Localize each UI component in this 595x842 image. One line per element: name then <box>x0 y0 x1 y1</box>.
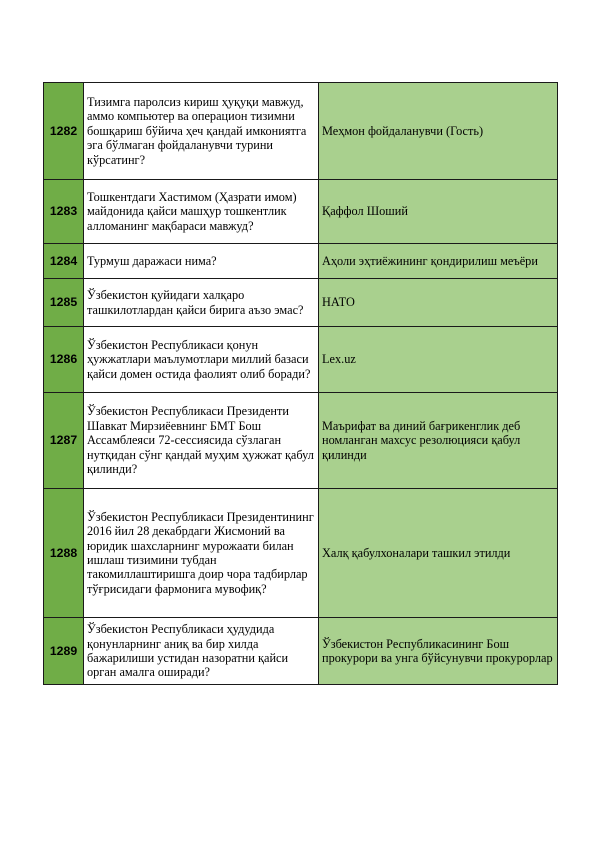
row-number: 1289 <box>44 618 84 685</box>
answer-cell <box>319 327 558 393</box>
answer-cell <box>319 180 558 244</box>
answer-cell <box>319 489 558 618</box>
question-cell: Ўзбекистон қуйидаги халқаро ташкилотлардан қайси бирига аъзо эмас? <box>84 279 319 327</box>
question-cell: Ўзбекистон Республикаси Президентининг 2016 йил 28 декабрдаги Жисмоний ва юридик шахсларнинг мурожаати билан ишлаш тизимини тубдан такомиллаштиришга доир чора тадбирлар тўғрисидаги фармонига мувофиқ? <box>84 489 319 618</box>
row-number: 1287 <box>44 393 84 489</box>
question-cell: Ўзбекистон Республикаси Президенти Шавкат Мирзиёевнинг БМТ Бош Ассамблеяси 72-сессиясида сўзлаган нутқидан сўнг қандай муҳим ҳужжат қабул қилинди? <box>84 393 319 489</box>
question-cell: Ўзбекистон Республикаси қонун ҳужжатлари маълумотлари миллий базаси қайси домен остида фаолият олиб боради? <box>84 327 319 393</box>
row-number: 1288 <box>44 489 84 618</box>
table-row <box>44 83 558 180</box>
question-cell: Тошкентдаги Хастимом (Ҳазрати имом) майдонида қайси машҳур тошкентлик алломанинг мақбараси мавжуд? <box>84 180 319 244</box>
answer-text: Халқ қабулхоналари ташкил этилди <box>322 545 511 560</box>
row-number: 1283 <box>44 180 84 244</box>
table-row <box>44 618 558 685</box>
question-answer-table <box>43 82 558 685</box>
answer-text: Қаффол Шоший <box>322 204 408 219</box>
answer-cell <box>319 244 558 279</box>
table-row <box>44 244 558 279</box>
question-cell: Турмуш даражаси нима? <box>84 244 319 279</box>
table-row <box>44 327 558 393</box>
table-row <box>44 180 558 244</box>
answer-text: НАТО <box>322 295 355 310</box>
answer-cell <box>319 618 558 685</box>
table-row <box>44 279 558 327</box>
answer-text: Маърифат ва диний бағрикенглик деб номланган махсус резолюцияси қабул қилинди <box>322 418 521 462</box>
question-cell: Ўзбекистон Республикаси ҳудудида қонунларнинг аниқ ва бир хилда бажарилиши устидан назоратни қайси орган амалга оширади? <box>84 618 319 685</box>
table-row <box>44 489 558 618</box>
row-number: 1285 <box>44 279 84 327</box>
answer-text: Меҳмон фойдаланувчи (Гость) <box>322 123 484 138</box>
table-row <box>44 393 558 489</box>
answer-text: Ўзбекистон Республикасининг Бош прокурори ва унга бўйсунувчи прокурорлар <box>322 636 553 665</box>
answer-cell <box>319 83 558 180</box>
answer-text: Аҳоли эҳтиёжининг қондирилиш меъёри <box>322 253 538 268</box>
row-number: 1286 <box>44 327 84 393</box>
row-number: 1282 <box>44 83 84 180</box>
answer-cell <box>319 393 558 489</box>
question-cell: Тизимга паролсиз кириш ҳуқуқи мавжуд, аммо компьютер ва операцион тизимни бошқариш бўйича ҳеч қандай имкониятга эга бўлмаган фойдаланувчи турини кўрсатинг? <box>84 83 319 180</box>
row-number: 1284 <box>44 244 84 279</box>
answer-text: Lex.uz <box>322 352 356 367</box>
answer-cell <box>319 279 558 327</box>
